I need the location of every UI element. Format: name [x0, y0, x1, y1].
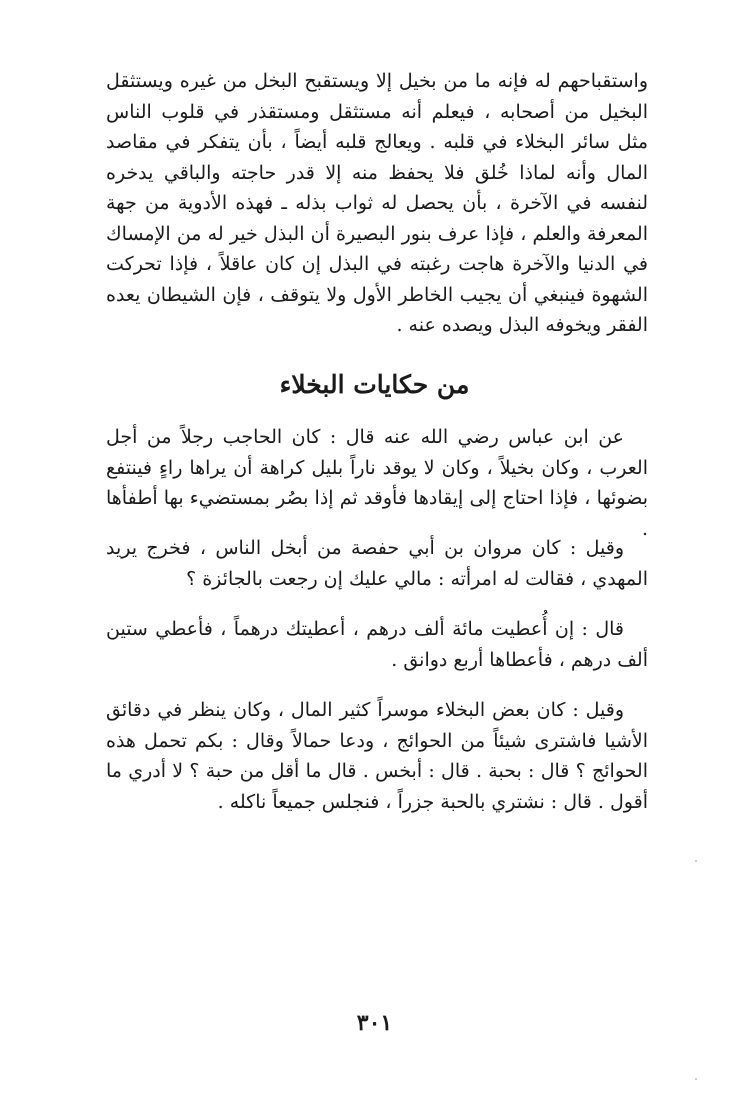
section-title: من حكايات البخلاء — [279, 370, 470, 399]
story-paragraph: عن ابن عباس رضي الله عنه قال : كان الحاجب رجلاً من أجل العرب ، وكان بخيلاً ، وكان لا يوقد ناراً بليل كراهة أن يراها راءٍ فينتفع بضوئها ، فإذا احتاج إلى إيقادها فأوقد ثم إذا بصُر بمستضيء بها أطفأها . — [106, 426, 648, 540]
page-number: ٣٠١ — [356, 1010, 393, 1036]
story-paragraph: وقيل : كان بعض البخلاء موسراً كثير المال ، وكان ينظر في دقائق الأشيا فاشترى شيئاً من الحوائج ، ودعا حمالاً وقال : بكم تحمل هذه الحوائج ؟ قال : بحبة . قال : أبخس . قال ما أقل من حبة ؟ لا أدري ما أقول . قال : نشتري بالحبة جزراً ، فنجلس جميعاً ناكله . — [106, 699, 648, 813]
page-edge-mark — [695, 860, 697, 862]
opening-paragraph: واستقباحهم له فإنه ما من بخيل إلا ويستقبح البخل من غيره ويستثقل البخيل من أصحابه ، فيعلم أنه مستثقل ومستقذر في قلوب الناس مثل سائر البخلاء في قلبه . ويعالج قلبه أيضاً ، بأن يتفكر في مقاصد المال وأنه لماذا خُلق فلا يحفظ منه إلا قدر حاجته والباقي يدخره لنفسه في الآخرة ، بأن يحصل له ثواب بذله ـ فهذه الأدوية من جهة المعرفة والعلم ، فإذا عرف بنور البصيرة أن البذل خير له من الإمساك في الدنيا والآخرة هاجت رغبته في البذل إن كان عاقلاً ، فإذا تحركت الشهوة فينبغي أن يجيب الخاطر الأول ولا يتوقف ، فإن الشيطان يعده الفقر ويخوفه البذل ويصده عنه . — [106, 70, 648, 336]
story-paragraph: وقيل : كان مروان بن أبي حفصة من أبخل الناس ، فخرج يريد المهدي ، فقالت له امرأته : مالي عليك إن رجعت بالجائزة ؟ — [106, 537, 648, 590]
story-paragraph: قال : إن أُعطيت مائة ألف درهم ، أعطيتك درهماً ، فأعطي ستين ألف درهم ، فأعطاها أربع دوانق . — [106, 618, 648, 671]
page-edge-mark — [695, 1078, 697, 1080]
